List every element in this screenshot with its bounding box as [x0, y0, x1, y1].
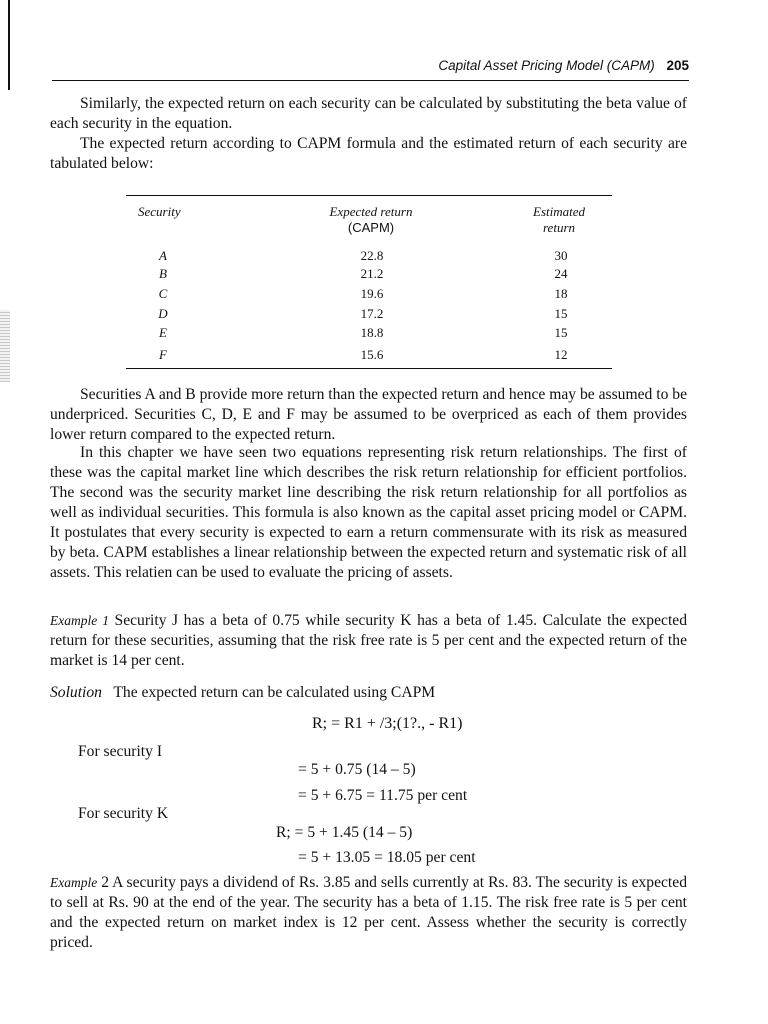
table-cell-estimated: 24: [554, 266, 568, 281]
table-cell-estimated: 15: [554, 325, 568, 340]
table-cell-expected: 17.2: [360, 306, 384, 321]
security-j-label: For security I: [78, 743, 163, 760]
example-2: [50, 873, 687, 953]
table-header-security: Security: [138, 204, 181, 219]
table-header-expected-line1: Expected return: [329, 204, 413, 219]
solution-label: Solution: [50, 684, 102, 701]
running-header: [52, 58, 689, 81]
table-header-estimated: [514, 204, 604, 236]
running-title: Capital Asset Pricing Model (CAPM): [438, 58, 655, 73]
security-k-label: For security K: [78, 805, 169, 822]
table-cell-security: D: [158, 306, 168, 321]
paragraph-table-intro: The expected return according to CAPM formula and the estimated return of each security are tabulated below:: [50, 135, 687, 172]
paragraph-pricing-conclusion: Securities A and B provide more return than the expected return and hence may be assumed to be underpriced. Securities C, D, E and F may be assumed to be overpriced as each of them provides lower return compared to the expected return.: [50, 386, 687, 443]
page-number: 205: [666, 58, 689, 73]
table-cell-security: F: [159, 347, 167, 362]
table-cell-security: B: [159, 266, 167, 281]
example-1-label: Example 1: [50, 613, 109, 628]
table-cell-expected: 15.6: [360, 347, 384, 362]
table-cell-expected: 18.8: [360, 325, 384, 340]
solution-line: [50, 683, 435, 703]
security-k-step-2: = 5 + 13.05 = 18.05 per cent: [298, 849, 476, 866]
table-row: [126, 286, 612, 304]
table-cell-estimated: 12: [554, 347, 568, 362]
solution-text: The expected return can be calculated using CAPM: [113, 684, 436, 701]
example-2-label: Example: [50, 875, 98, 890]
table-cell-estimated: 15: [554, 306, 568, 321]
security-k-step-1: R; = 5 + 1.45 (14 – 5): [276, 824, 413, 841]
table-cell-estimated: 18: [554, 286, 568, 301]
table-cell-expected: 19.6: [360, 286, 384, 301]
table-row: [126, 325, 612, 343]
table-row: [126, 266, 612, 284]
table-row: [126, 306, 612, 324]
table-header-expected-line2: (CAPM): [347, 220, 395, 235]
capm-table: [126, 195, 612, 369]
table-row: [126, 347, 612, 365]
paragraph-intro: Similarly, the expected return on each security can be calculated by substituting the beta value of each security in the equation.: [50, 95, 687, 132]
scan-artifact: [0, 310, 10, 382]
table-header-expected: [301, 204, 441, 236]
table-cell-security: A: [159, 248, 167, 263]
paragraph-chapter-summary: In this chapter we have seen two equations representing risk return relationships. The first of these was the capital market line which describes the risk return relationship for efficient portfolios. The second was the security market line describing the risk return relationship for all portfolios as well as individual securities. This formula is also known as the capital asset pricing model or CAPM. It postulates that every security is expected to earn a return commensurate with its risk as measured by beta. CAPM establishes a linear relationship between the expected return and systematic risk of all assets. This relatien can be used to evaluate the pricing of assets.: [50, 444, 687, 581]
table-cell-estimated: 30: [554, 248, 568, 263]
table-cell-expected: 22.8: [360, 248, 384, 263]
example-1: [50, 611, 687, 671]
table-header-estimated-line1: Estimated: [533, 204, 585, 219]
capm-formula: R; = R1 + /3;(1?., - R1): [312, 715, 463, 732]
security-j-step-2: = 5 + 6.75 = 11.75 per cent: [298, 787, 468, 804]
binding-edge-rule: [8, 0, 10, 90]
security-j-step-1: = 5 + 0.75 (14 – 5): [298, 761, 416, 778]
table-cell-security: C: [158, 286, 168, 301]
example-2-text: 2 A security pays a dividend of Rs. 3.85 and sells currently at Rs. 83. The security is expected to sell at Rs. 90 at the end of the year. The security has a beta of 1.15. The risk free rate is 5 per cent and the expected return on market index is 12 per cent. Assess whether the security is correctly priced.: [50, 874, 687, 951]
example-1-text: Security J has a beta of 0.75 while security K has a beta of 1.45. Calculate the expected return for these securities, assuming that the risk free rate is 5 per cent and the expected return of the market is 14 per cent.: [50, 612, 687, 669]
table-cell-security: E: [159, 325, 167, 340]
table-cell-expected: 21.2: [360, 266, 384, 281]
table-row: [126, 248, 612, 266]
table-header-estimated-line2: return: [542, 220, 576, 235]
